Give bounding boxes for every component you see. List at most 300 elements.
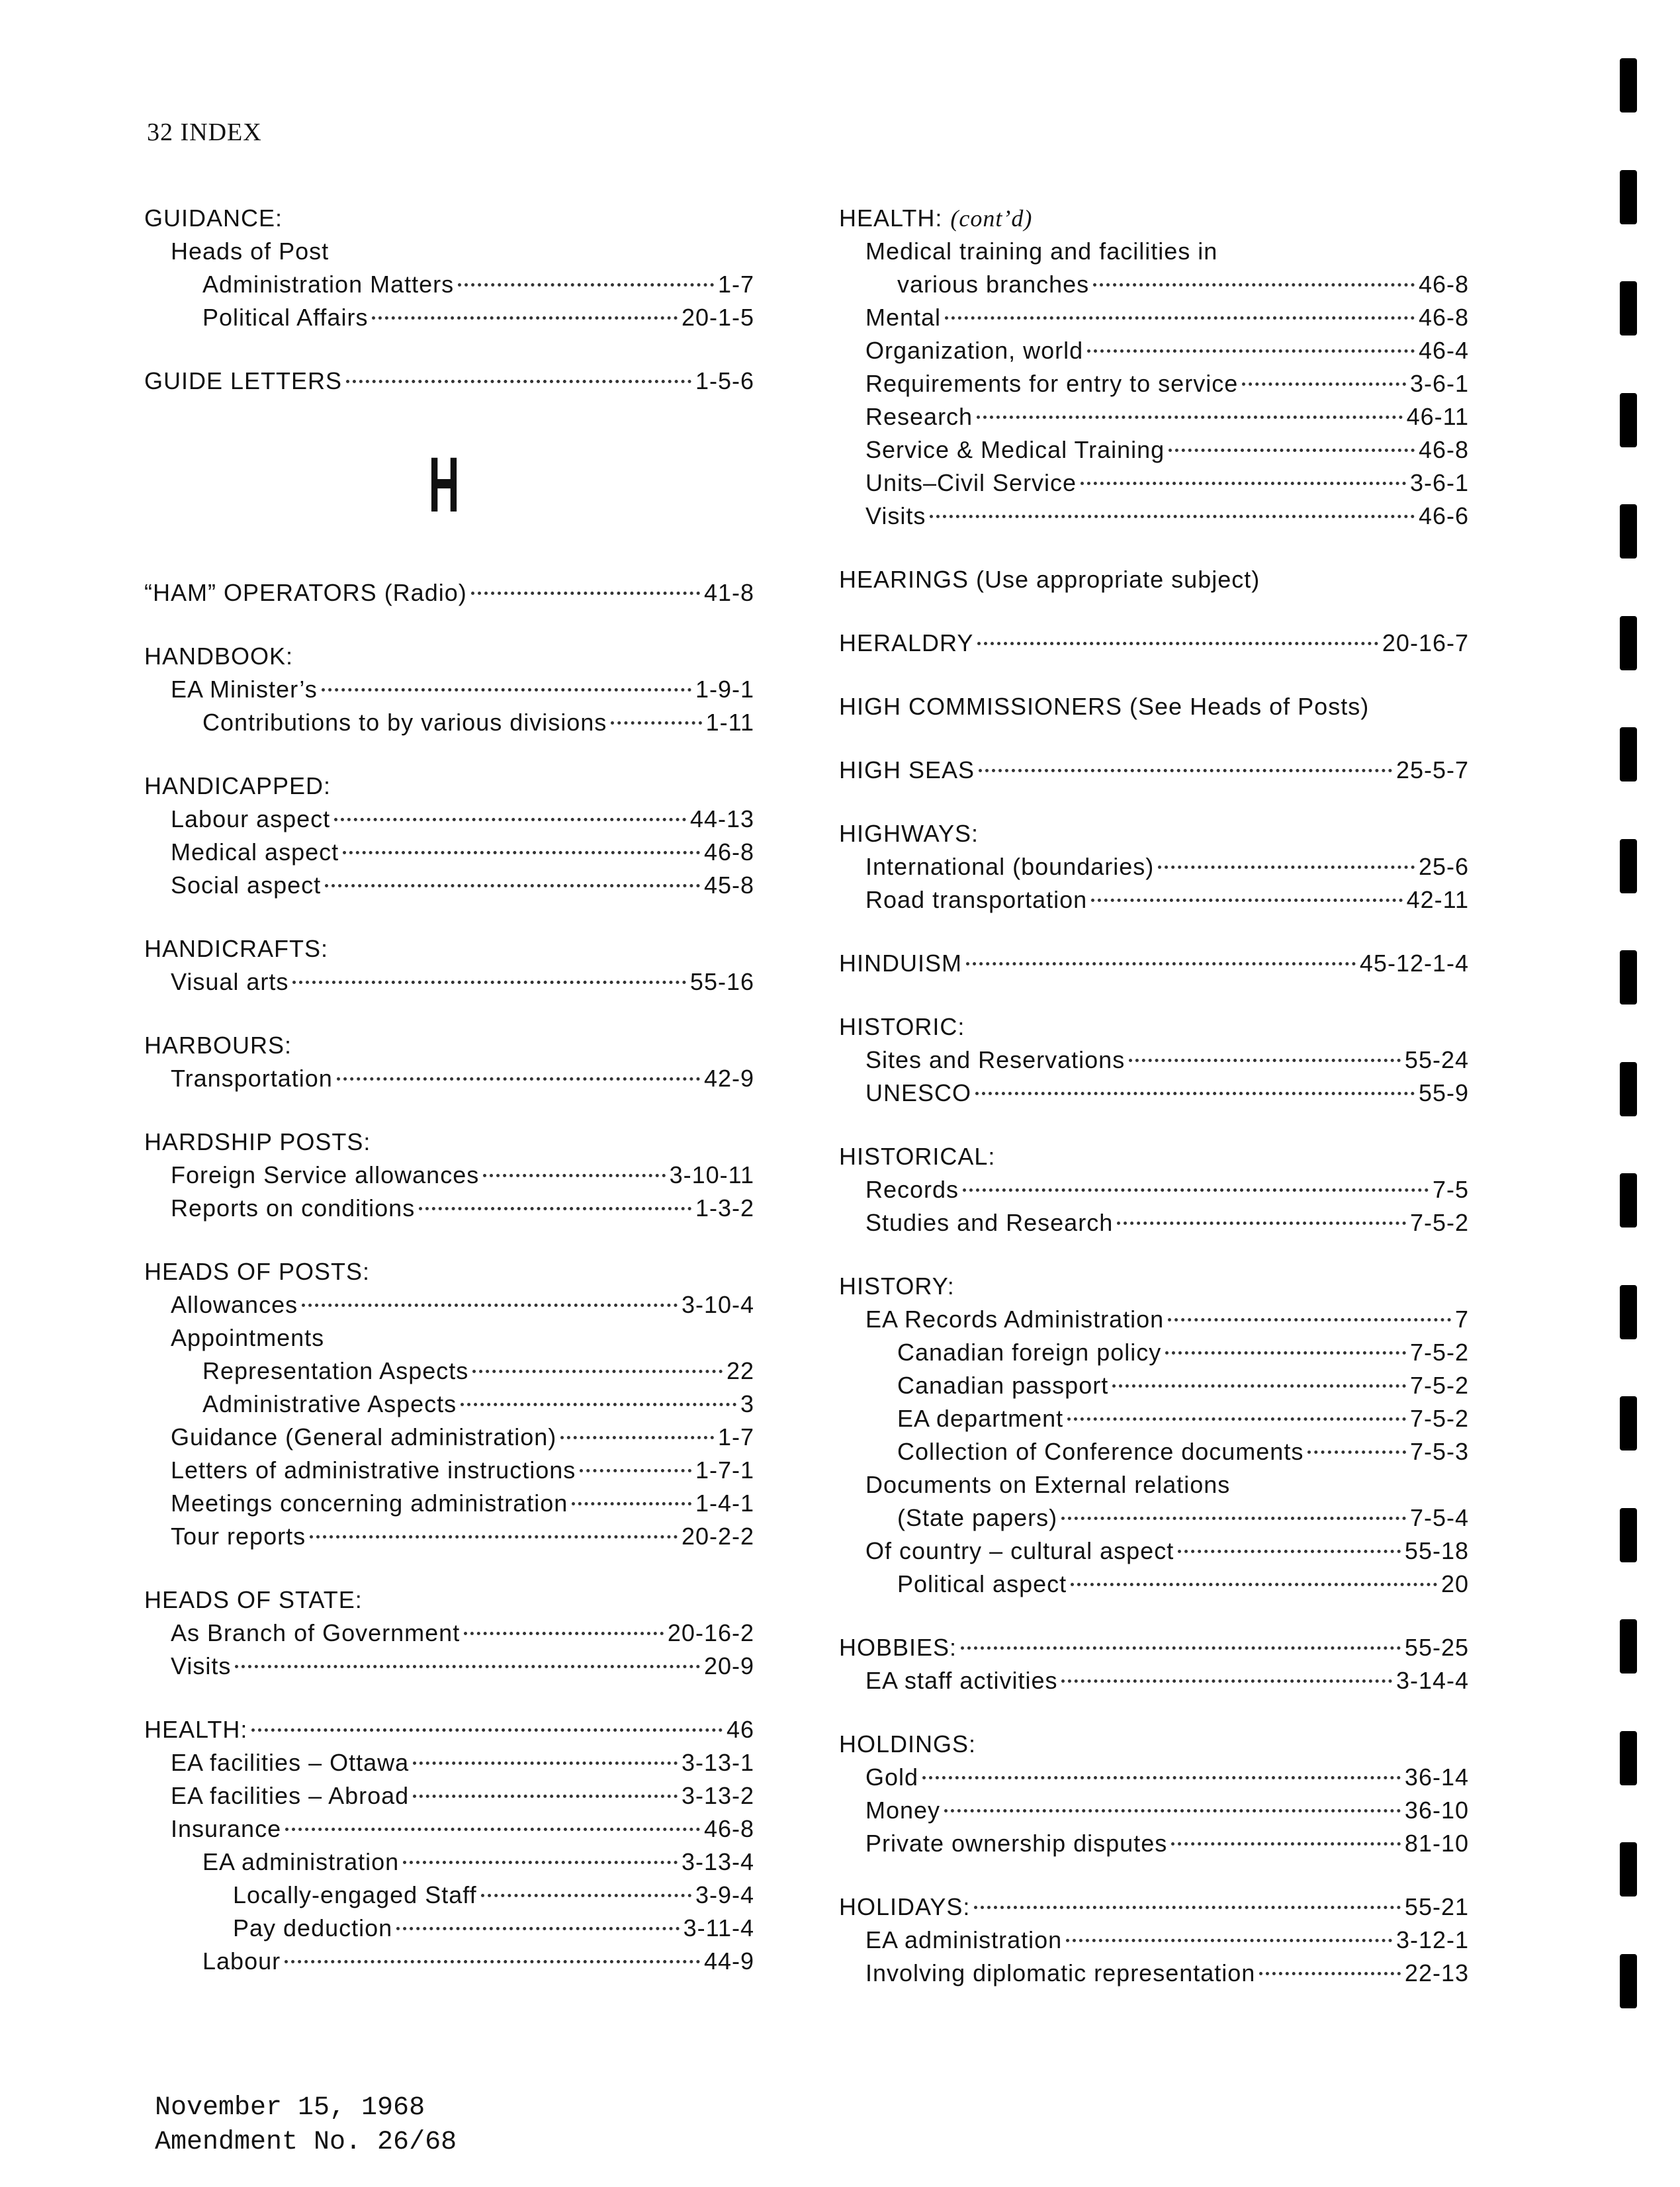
- leader-dots: [302, 1304, 678, 1307]
- index-heading-label: HARDSHIP POSTS:: [144, 1128, 371, 1155]
- leader-dots: [337, 1077, 700, 1081]
- index-entry-ref: 25-6: [1418, 853, 1469, 880]
- index-heading-label: HANDBOOK:: [144, 643, 294, 670]
- index-entry-label: As Branch of Government: [171, 1619, 461, 1646]
- index-entry: [839, 1468, 1469, 1501]
- margin-mark: [1620, 1508, 1637, 1562]
- leader-dots: [1165, 1351, 1406, 1355]
- index-heading-continued: (cont’d): [950, 205, 1033, 232]
- leader-dots: [471, 592, 700, 595]
- index-entry-ref: 7-5: [1432, 1176, 1469, 1203]
- index-group: [144, 1255, 754, 1553]
- index-entry-label: Representation Aspects: [202, 1357, 469, 1384]
- index-entry-label: Documents on External relations: [865, 1471, 1231, 1498]
- index-group: [144, 202, 754, 334]
- index-heading: [144, 576, 754, 609]
- leader-dots: [251, 1728, 723, 1732]
- index-entry: [839, 433, 1469, 467]
- index-group: [144, 1029, 754, 1095]
- index-entry-label: Visits: [171, 1652, 232, 1679]
- leader-dots: [1087, 349, 1415, 353]
- index-entry-label: Meetings concerning administration: [171, 1490, 568, 1517]
- index-entry-ref: 3-6-1: [1409, 370, 1469, 397]
- leader-dots: [403, 1861, 678, 1864]
- index-entry: [144, 1062, 754, 1095]
- leader-dots: [1169, 449, 1415, 452]
- leader-dots: [1061, 1517, 1406, 1520]
- index-entry: [144, 1487, 754, 1520]
- page-footer: [155, 2091, 457, 2160]
- leader-dots: [292, 981, 686, 984]
- index-group: [839, 202, 1469, 533]
- margin-mark: [1620, 950, 1637, 1004]
- index-entry-ref: 1-4-1: [695, 1490, 754, 1517]
- index-heading: [839, 754, 1469, 787]
- index-group: [144, 1584, 754, 1683]
- leader-dots: [979, 769, 1392, 772]
- index-heading-label: HISTORY:: [839, 1272, 955, 1300]
- index-entry: [144, 869, 754, 902]
- index-heading: [144, 1584, 754, 1617]
- index-entry-ref: 20-2-2: [681, 1523, 754, 1550]
- index-entry-ref: 1-7: [717, 271, 754, 298]
- index-heading-ref: 20-16-7: [1382, 629, 1469, 656]
- index-entry: [144, 1520, 754, 1553]
- index-heading: [839, 1140, 1469, 1173]
- index-heading-ref: 1-5-6: [695, 367, 754, 394]
- index-entry-label: Studies and Research: [865, 1209, 1114, 1236]
- index-entry: [839, 850, 1469, 883]
- index-entry: [144, 301, 754, 334]
- index-heading-label: HOLIDAYS:: [839, 1893, 971, 1920]
- index-heading-ref: 55-21: [1404, 1893, 1469, 1920]
- index-group: [144, 770, 754, 902]
- index-entry: [144, 673, 754, 706]
- index-entry-label: Of country – cultural aspect: [865, 1537, 1174, 1564]
- index-entry-ref: 3-13-2: [681, 1782, 754, 1809]
- leader-dots: [945, 316, 1415, 320]
- index-entry: [839, 500, 1469, 533]
- index-entry-ref: 46-8: [703, 1815, 754, 1842]
- leader-dots: [961, 1646, 1401, 1650]
- margin-mark: [1620, 1842, 1637, 1897]
- index-entry: [144, 1159, 754, 1192]
- index-heading-label: HINDUISM: [839, 950, 962, 977]
- index-entry-ref: 36-10: [1404, 1797, 1469, 1824]
- index-entry: [144, 1355, 754, 1388]
- index-entry-ref: 3-14-4: [1395, 1667, 1469, 1694]
- index-entry-ref: 46-8: [1418, 304, 1469, 331]
- index-entry: [839, 1435, 1469, 1468]
- index-entry-label: EA Minister’s: [171, 676, 318, 703]
- leader-dots: [944, 1809, 1401, 1812]
- index-entry: [839, 883, 1469, 916]
- index-entry: [144, 1912, 754, 1945]
- index-entry: [144, 1421, 754, 1454]
- index-entry-ref: 20: [1440, 1570, 1469, 1597]
- leader-dots: [334, 818, 686, 821]
- index-group: [839, 1140, 1469, 1239]
- index-entry-ref: 7-5-2: [1409, 1339, 1469, 1366]
- margin-mark: [1620, 58, 1637, 112]
- index-heading-label: HEADS OF STATE:: [144, 1586, 363, 1613]
- leader-dots: [966, 962, 1356, 965]
- index-entry: [839, 1044, 1469, 1077]
- index-entry: [144, 803, 754, 836]
- leader-dots: [310, 1535, 678, 1539]
- index-entry-label: Allowances: [171, 1291, 298, 1318]
- leader-dots: [396, 1927, 679, 1930]
- leader-dots: [975, 1092, 1415, 1095]
- index-heading-label: HEALTH:: [839, 204, 943, 232]
- margin-mark: [1620, 1062, 1637, 1116]
- index-entry-ref: 3: [740, 1390, 754, 1417]
- index-entry-ref: 55-16: [689, 968, 754, 995]
- index-entry: [144, 1846, 754, 1879]
- index-group: [839, 1010, 1469, 1110]
- index-heading-ref: 25-5-7: [1395, 756, 1469, 783]
- index-entry-label: Requirements for entry to service: [865, 370, 1239, 397]
- index-entry: [144, 1388, 754, 1421]
- margin-mark: [1620, 281, 1637, 335]
- index-group: [839, 1891, 1469, 1990]
- index-heading: [839, 202, 1469, 235]
- index-group: [839, 754, 1469, 787]
- index-entry-ref: 42-9: [703, 1065, 754, 1092]
- index-entry-ref: 20-16-2: [667, 1619, 754, 1646]
- index-entry-label: various branches: [897, 271, 1090, 298]
- index-group: [144, 1713, 754, 1978]
- index-entry-label: Heads of Post: [171, 238, 330, 265]
- index-entry: [839, 1794, 1469, 1827]
- index-entry: [839, 1827, 1469, 1860]
- index-heading: [144, 770, 754, 803]
- leader-dots: [1171, 1842, 1401, 1846]
- index-entry-ref: 36-14: [1404, 1763, 1469, 1791]
- leader-dots: [580, 1469, 691, 1472]
- index-heading-ref: 55-25: [1404, 1634, 1469, 1661]
- index-heading: [839, 1891, 1469, 1924]
- index-entry-label: Medical aspect: [171, 838, 339, 866]
- index-entry-label: UNESCO: [865, 1079, 972, 1106]
- index-entry: [839, 1664, 1469, 1697]
- leader-dots: [346, 380, 691, 383]
- index-entry-ref: 3-13-1: [681, 1749, 754, 1776]
- index-entry-ref: 46-11: [1406, 403, 1469, 430]
- index-group: [839, 563, 1469, 596]
- leader-dots: [461, 1403, 736, 1406]
- index-heading-label: “HAM” OPERATORS (Radio): [144, 579, 467, 606]
- leader-dots: [1081, 482, 1406, 485]
- index-entry-ref: 20-9: [703, 1652, 754, 1679]
- leader-dots: [572, 1502, 691, 1505]
- index-group: [144, 365, 754, 398]
- index-heading-label: HEADS OF POSTS:: [144, 1258, 371, 1285]
- index-entry-label: Tour reports: [171, 1523, 306, 1550]
- index-entry: [839, 1173, 1469, 1206]
- index-entry-label: Visual arts: [171, 968, 289, 995]
- section-letter: H: [428, 441, 460, 529]
- index-heading-label: HARBOURS:: [144, 1032, 292, 1059]
- index-group: [839, 690, 1469, 723]
- margin-mark: [1620, 727, 1637, 781]
- index-entry: [839, 1369, 1469, 1402]
- index-entry: [144, 1812, 754, 1846]
- index-entry-label: Road transportation: [865, 886, 1088, 913]
- index-entry-label: EA Records Administration: [865, 1306, 1165, 1333]
- index-entry: [144, 1879, 754, 1912]
- leader-dots: [413, 1795, 678, 1798]
- leader-dots: [1168, 1318, 1451, 1321]
- index-entry-label: Foreign Service allowances: [171, 1161, 480, 1188]
- index-entry-label: EA facilities – Abroad: [171, 1782, 410, 1809]
- index-heading: [144, 1029, 754, 1062]
- index-entry-label: Locally-engaged Staff: [233, 1881, 477, 1908]
- index-entry: [839, 1501, 1469, 1535]
- index-heading: [839, 1631, 1469, 1664]
- index-entry: [839, 268, 1469, 301]
- index-entry: [144, 1454, 754, 1487]
- index-heading: [144, 640, 754, 673]
- margin-mark: [1620, 1954, 1637, 2008]
- leader-dots: [611, 721, 701, 725]
- index-heading-label: HIGH SEAS: [839, 756, 975, 783]
- margin-mark: [1620, 616, 1637, 670]
- index-entry-ref: 81-10: [1404, 1830, 1469, 1857]
- leader-dots: [464, 1632, 664, 1635]
- index-entry: [144, 1945, 754, 1978]
- leader-dots: [977, 416, 1403, 419]
- index-entry-ref: 7: [1454, 1306, 1469, 1333]
- index-entry-label: Research: [865, 403, 973, 430]
- index-entry: [144, 1192, 754, 1225]
- index-entry-label: EA staff activities: [865, 1667, 1058, 1694]
- index-entry-ref: 22: [726, 1357, 754, 1384]
- index-heading: [144, 1126, 754, 1159]
- index-heading: [839, 563, 1469, 596]
- index-entry: [144, 1321, 754, 1355]
- index-entry-ref: 7-5-4: [1409, 1504, 1469, 1531]
- index-entry-ref: 44-9: [703, 1947, 754, 1975]
- index-entry-ref: 3-6-1: [1409, 469, 1469, 496]
- index-entry-ref: 3-12-1: [1395, 1926, 1469, 1953]
- index-entry-ref: 1-3-2: [695, 1194, 754, 1222]
- index-heading-label: HOLDINGS:: [839, 1730, 977, 1758]
- index-heading-label: HERALDRY: [839, 629, 974, 656]
- leader-dots: [1242, 382, 1406, 386]
- index-entry-ref: 46-8: [703, 838, 754, 866]
- index-entry: [144, 965, 754, 999]
- index-heading-label: HANDICRAFTS:: [144, 935, 329, 962]
- leader-dots: [419, 1207, 691, 1210]
- index-entry: [144, 268, 754, 301]
- index-group: [144, 932, 754, 999]
- leader-dots: [1071, 1583, 1437, 1586]
- index-heading-label: GUIDE LETTERS: [144, 367, 343, 394]
- index-entry: [839, 301, 1469, 334]
- index-entry: [839, 367, 1469, 400]
- index-entry: [144, 836, 754, 869]
- index-entry-label: EA facilities – Ottawa: [171, 1749, 410, 1776]
- index-entry: [839, 235, 1469, 268]
- leader-dots: [325, 884, 700, 887]
- margin-mark: [1620, 1619, 1637, 1674]
- index-entry-label: International (boundaries): [865, 853, 1155, 880]
- index-entry-ref: 55-9: [1418, 1079, 1469, 1106]
- index-entry-label: Canadian foreign policy: [897, 1339, 1162, 1366]
- leader-dots: [285, 1828, 700, 1831]
- index-heading-label: HEALTH:: [144, 1716, 248, 1743]
- index-entry: [839, 1535, 1469, 1568]
- leader-dots: [1091, 899, 1402, 902]
- index-heading: [144, 1713, 754, 1746]
- index-entry-ref: 46-8: [1418, 436, 1469, 463]
- index-entry: [144, 1746, 754, 1779]
- margin-mark: [1620, 504, 1637, 558]
- index-group: [144, 576, 754, 609]
- index-entry-label: Pay deduction: [233, 1914, 393, 1942]
- margin-mark: [1620, 393, 1637, 447]
- leader-dots: [1112, 1384, 1406, 1388]
- index-entry-label: EA administration: [865, 1926, 1063, 1953]
- index-column-right: [839, 202, 1469, 2020]
- index-entry-ref: 55-24: [1404, 1046, 1469, 1073]
- index-entry-label: Gold: [865, 1763, 919, 1791]
- index-heading-label: HOBBIES:: [839, 1634, 957, 1661]
- leader-dots: [560, 1436, 714, 1439]
- leader-dots: [1129, 1059, 1401, 1062]
- index-entry-ref: 46-8: [1418, 271, 1469, 298]
- index-entry-label: Political aspect: [897, 1570, 1067, 1597]
- index-group: [839, 627, 1469, 660]
- index-entry-ref: 3-13-4: [681, 1848, 754, 1875]
- margin-mark: [1620, 1173, 1637, 1227]
- index-entry-ref: 3-10-4: [681, 1291, 754, 1318]
- index-group: [839, 1728, 1469, 1860]
- index-entry-label: Units–Civil Service: [865, 469, 1077, 496]
- index-entry-label: Collection of Conference documents: [897, 1438, 1304, 1465]
- index-entry-ref: 1-9-1: [695, 676, 754, 703]
- index-entry-label: Sites and Reservations: [865, 1046, 1126, 1073]
- leader-dots: [1259, 1972, 1401, 1975]
- index-entry: [839, 467, 1469, 500]
- index-entry-label: Insurance: [171, 1815, 282, 1842]
- index-entry-ref: 1-11: [705, 709, 754, 736]
- index-entry-label: Administrative Aspects: [202, 1390, 457, 1417]
- index-heading: [839, 1270, 1469, 1303]
- index-group: [839, 1631, 1469, 1697]
- index-entry-label: Appointments: [171, 1324, 325, 1351]
- leader-dots: [1066, 1939, 1392, 1942]
- index-entry: [839, 400, 1469, 433]
- index-entry-ref: 45-8: [703, 871, 754, 899]
- leader-dots: [1178, 1550, 1401, 1553]
- index-entry-label: Medical training and facilities in: [865, 238, 1218, 265]
- index-heading: [839, 1728, 1469, 1761]
- index-entry: [144, 1617, 754, 1650]
- index-entry: [144, 1650, 754, 1683]
- index-group: [839, 947, 1469, 980]
- index-heading: [839, 690, 1469, 723]
- margin-mark: [1620, 170, 1637, 224]
- index-entry-label: Visits: [865, 502, 926, 529]
- index-entry-ref: 3-9-4: [695, 1881, 754, 1908]
- index-entry: [839, 1761, 1469, 1794]
- leader-dots: [1117, 1222, 1406, 1225]
- leader-dots: [963, 1188, 1429, 1192]
- index-heading-label: HEARINGS (Use appropriate subject): [839, 566, 1260, 593]
- index-heading: [839, 627, 1469, 660]
- leader-dots: [413, 1762, 678, 1765]
- index-entry: [144, 1288, 754, 1321]
- index-entry-label: Canadian passport: [897, 1372, 1109, 1399]
- leader-dots: [930, 515, 1415, 518]
- index-entry: [144, 1779, 754, 1812]
- index-entry-ref: 7-5-2: [1409, 1372, 1469, 1399]
- leader-dots: [1093, 283, 1415, 287]
- index-entry-label: Political Affairs: [202, 304, 369, 331]
- leader-dots: [483, 1174, 665, 1177]
- index-entry-ref: 3-10-11: [669, 1161, 754, 1188]
- index-heading: [144, 932, 754, 965]
- leader-dots: [481, 1894, 691, 1897]
- index-entry-ref: 1-7: [717, 1423, 754, 1451]
- leader-dots: [977, 642, 1378, 645]
- index-entry-label: Letters of administrative instructions: [171, 1456, 576, 1484]
- index-heading: [144, 1255, 754, 1288]
- index-entry-label: Administration Matters: [202, 271, 455, 298]
- index-entry-ref: 20-1-5: [681, 304, 754, 331]
- index-entry-ref: 7-5-2: [1409, 1209, 1469, 1236]
- index-heading-label: HISTORIC:: [839, 1013, 965, 1040]
- index-entry: [839, 1568, 1469, 1601]
- index-entry-label: Labour: [202, 1947, 281, 1975]
- index-entry-ref: 1-7-1: [695, 1456, 754, 1484]
- binder-margin-marks: [1620, 58, 1638, 2163]
- index-heading-ref: 41-8: [703, 579, 754, 606]
- index-entry-label: Guidance (General administration): [171, 1423, 557, 1451]
- index-heading-ref: 46: [726, 1716, 754, 1743]
- margin-mark: [1620, 1285, 1637, 1339]
- index-entry-label: Reports on conditions: [171, 1194, 416, 1222]
- index-entry-label: Records: [865, 1176, 959, 1203]
- index-heading: [144, 202, 754, 235]
- index-entry-label: Money: [865, 1797, 941, 1824]
- index-entry-ref: 7-5-2: [1409, 1405, 1469, 1432]
- index-group: [144, 1126, 754, 1225]
- margin-mark: [1620, 1396, 1637, 1451]
- index-entry-label: Service & Medical Training: [865, 436, 1165, 463]
- leader-dots: [472, 1370, 723, 1373]
- index-entry-ref: 46-6: [1418, 502, 1469, 529]
- index-entry-label: (State papers): [897, 1504, 1058, 1531]
- index-heading: [839, 817, 1469, 850]
- page-header: 32 INDEX: [147, 118, 262, 146]
- footer-date: November 15, 1968: [155, 2093, 425, 2123]
- leader-dots: [1158, 866, 1415, 869]
- index-entry-ref: 46-4: [1418, 337, 1469, 364]
- index-entry: [839, 1077, 1469, 1110]
- index-entry: [839, 1957, 1469, 1990]
- index-entry-label: Mental: [865, 304, 942, 331]
- leader-dots: [1061, 1679, 1392, 1683]
- index-entry-ref: 55-18: [1404, 1537, 1469, 1564]
- leader-dots: [1067, 1417, 1406, 1421]
- index-entry: [839, 1924, 1469, 1957]
- leader-dots: [458, 283, 714, 287]
- index-entry-label: Social aspect: [171, 871, 322, 899]
- index-entry: [839, 1336, 1469, 1369]
